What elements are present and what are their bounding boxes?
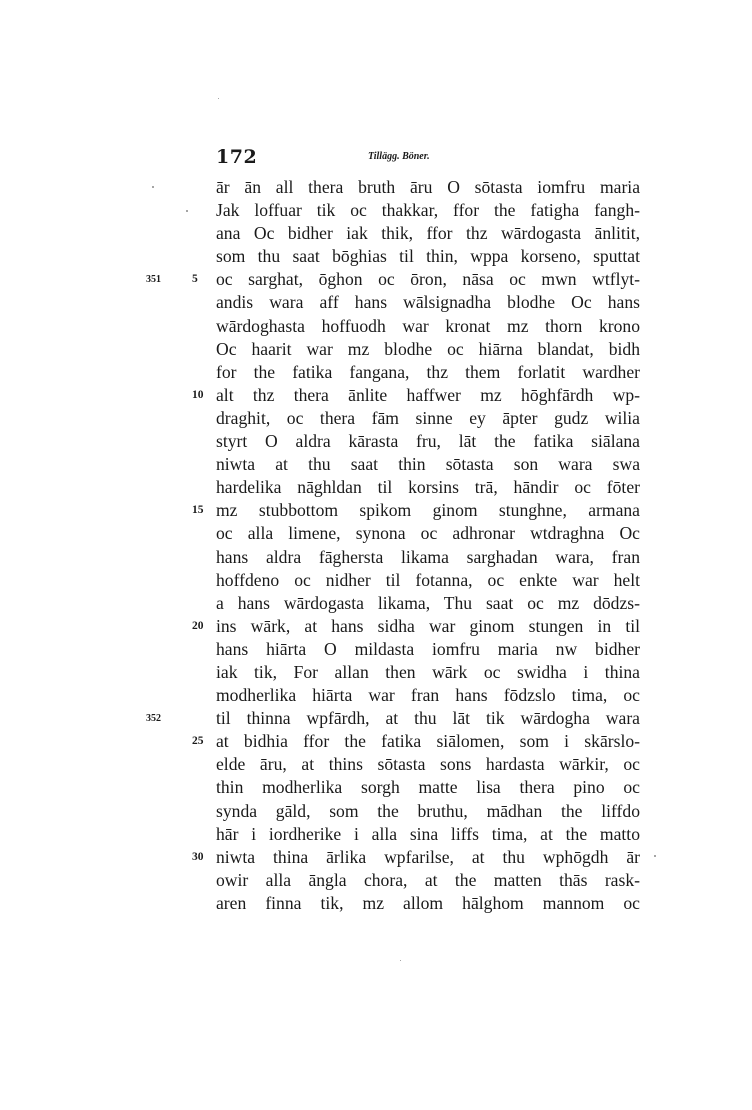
- page-speck: [152, 186, 154, 188]
- line-text: mz stubbottom spikom ginom stunghne, armana: [216, 500, 640, 521]
- text-line: [0, 522, 752, 545]
- line-text: elde āru, at thins sōtasta sons hardasta wārkir, oc: [216, 754, 640, 775]
- line-text: til thinna wpfārdh, at thu lāt tik wārdogha wara: [216, 708, 640, 729]
- text-line: [0, 569, 752, 592]
- line-text: iak tik, For allan then wārk oc swidha i thina: [216, 661, 640, 682]
- page-reference: 351: [146, 274, 161, 286]
- line-text: alt thz thera ānlite haffwer mz hōghfārdh wp-: [216, 384, 640, 405]
- line-text: owir alla āngla chora, at the matten thās rask-: [216, 869, 640, 890]
- line-text: hans aldra fāghersta likama sarghadan wara, fran: [216, 546, 640, 567]
- line-text: ār ān all thera bruth āru O sōtasta iomfru maria: [216, 177, 640, 197]
- line-text: hār i iordherike i alla sina liffs tima, at the matto: [216, 823, 640, 844]
- line-text: niwta at thu saat thin sōtasta son wara swa: [216, 454, 640, 475]
- line-number: 25: [192, 735, 204, 748]
- line-text: som thu saat bōghias til thin, wppa korseno, sputtat: [216, 246, 640, 267]
- line-text: oc sarghat, ōghon oc ōron, nāsa oc mwn wtflyt-: [216, 269, 640, 290]
- page-speck: [654, 855, 656, 857]
- line-text: ana Oc bidher iak thik, ffor thz wārdogasta ānlitit,: [216, 223, 640, 244]
- page-number: 172: [216, 146, 258, 168]
- text-line: [0, 199, 752, 222]
- text-line: [0, 407, 752, 430]
- text-line: [0, 846, 752, 869]
- text-line: [0, 684, 752, 707]
- line-text: aren finna tik, mz allom hālghom mannom oc: [216, 892, 640, 913]
- text-line: [0, 245, 752, 268]
- line-text: hardelika nāghldan til korsins trā, hāndir oc fōter: [216, 477, 640, 498]
- text-line: [0, 499, 752, 522]
- line-text: a hans wārdogasta likama, Thu saat oc mz dōdzs-: [216, 592, 640, 613]
- line-number: 15: [192, 504, 204, 517]
- text-line: [0, 638, 752, 661]
- text-line: [0, 615, 752, 638]
- text-line: [0, 361, 752, 384]
- text-line: [0, 753, 752, 776]
- text-line: [0, 823, 752, 846]
- line-text: Jak loffuar tik oc thakkar, ffor the fatigha fangh-: [216, 200, 640, 221]
- line-number: 10: [192, 388, 204, 401]
- line-text: hans hiārta O mildasta iomfru maria nw bidher: [216, 638, 640, 659]
- text-line: [0, 592, 752, 615]
- line-text: thin modherlika sorgh matte lisa thera pino oc: [216, 777, 640, 798]
- text-line: [0, 476, 752, 499]
- line-text: andis wara aff hans wālsignadha blodhe Oc hans: [216, 292, 640, 313]
- body-text: [0, 176, 752, 915]
- text-line: [0, 430, 752, 453]
- line-number: 30: [192, 850, 204, 863]
- page-header: [216, 146, 476, 172]
- text-line: [0, 176, 752, 199]
- line-text: at bidhia ffor the fatika siālomen, som i skārslo-: [216, 731, 640, 752]
- page-speck: [186, 210, 188, 212]
- text-line: [0, 776, 752, 799]
- text-line: [0, 707, 752, 730]
- line-text: synda gāld, som the bruthu, mādhan the liffdo: [216, 800, 640, 821]
- text-line: [0, 268, 752, 291]
- text-line: [0, 453, 752, 476]
- line-text: for the fatika fangana, thz them forlatit wardher: [216, 361, 640, 382]
- line-number: 5: [192, 273, 198, 286]
- text-line: [0, 384, 752, 407]
- text-line: [0, 661, 752, 684]
- text-line: [0, 291, 752, 314]
- line-text: oc alla limene, synona oc adhronar wtdraghna Oc: [216, 523, 640, 544]
- text-line: [0, 338, 752, 361]
- text-line: [0, 546, 752, 569]
- line-text: Oc haarit war mz blodhe oc hiārna blandat, bidh: [216, 338, 640, 359]
- text-line: [0, 869, 752, 892]
- line-text: niwta thina ārlika wpfarilse, at thu wphōgdh ār: [216, 846, 640, 867]
- line-text: styrt O aldra kārasta fru, lāt the fatika siālana: [216, 431, 640, 452]
- line-number: 20: [192, 619, 204, 632]
- line-text: ins wārk, at hans sidha war ginom stungen in til: [216, 615, 640, 636]
- page-speck: [218, 98, 219, 99]
- text-line: [0, 315, 752, 338]
- page-speck: [400, 960, 401, 961]
- running-head: Tillägg. Böner.: [368, 151, 430, 162]
- text-line: [0, 892, 752, 915]
- line-text: modherlika hiārta war fran hans fōdzslo tima, oc: [216, 685, 640, 706]
- page-reference: 352: [146, 713, 161, 725]
- line-text: draghit, oc thera fām sinne ey āpter gudz wilia: [216, 407, 640, 428]
- line-text: wārdoghasta hoffuodh war kronat mz thorn krono: [216, 315, 640, 336]
- text-line: [0, 730, 752, 753]
- line-text: hoffdeno oc nidher til fotanna, oc enkte war helt: [216, 569, 640, 590]
- text-line: [0, 800, 752, 823]
- text-line: [0, 222, 752, 245]
